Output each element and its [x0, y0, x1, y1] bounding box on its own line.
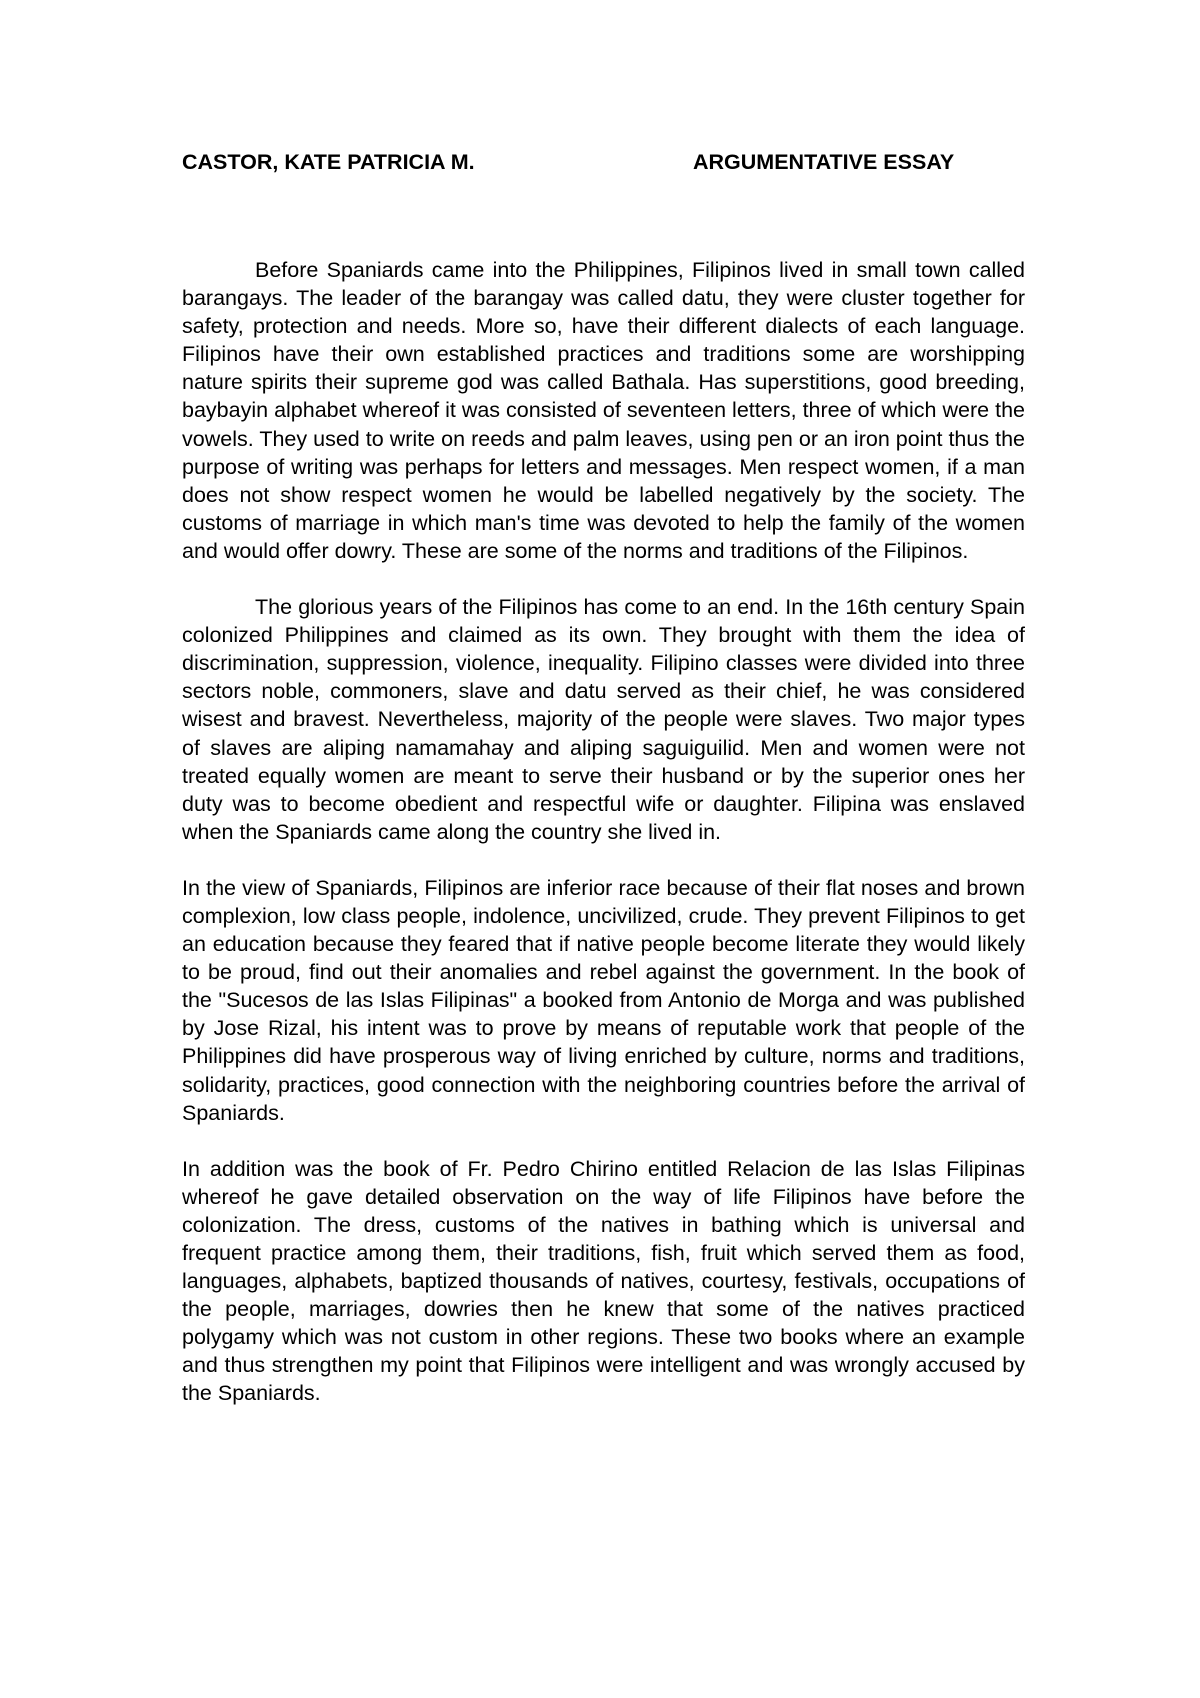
essay-paragraph-4: In addition was the book of Fr. Pedro Chirino entitled Relacion de las Islas Filipinas whereof he gave detailed observation on the way of life Filipinos have before the colonization. The dress, customs of the natives in bathing which is universal and frequent practice among them, their traditions, fish, fruit which served them as food, languages, alphabets, baptized thousands of natives, courtesy, festivals, occupations of the people, marriages, dowries then he knew that some of the natives practiced polygamy which was not custom in other regions. These two books where an example and thus strengthen my point that Filipinos were intelligent and was wrongly accused by the Spaniards.	[182, 1156, 1025, 1406]
essay-body	[182, 256, 1025, 1436]
essay-paragraph-3: In the view of Spaniards, Filipinos are inferior race because of their flat noses and brown complexion, low class people, indolence, uncivilized, crude. They prevent Filipinos to get an education because they feared that if native people become literate they would likely to be proud, find out their anomalies and rebel against the government. In the book of the "Sucesos de las Islas Filipinas" a booked from Antonio de Morga and was published by Jose Rizal, his intent was to prove by means of reputable work that people of the Philippines did have prosperous way of living enriched by culture, norms and traditions, solidarity, practices, good connection with the neighboring countries before the arrival of Spaniards.	[182, 875, 1025, 1125]
author-name: CASTOR, KATE PATRICIA M.	[182, 150, 475, 174]
document-header	[182, 147, 1022, 177]
essay-paragraph-2: The glorious years of the Filipinos has come to an end. In the 16th century Spain colonized Philippines and claimed as its own. They brought with them the idea of discrimination, suppression, violence, inequality. Filipino classes were divided into three sectors noble, commoners, slave and datu served as their chief, he was considered wisest and bravest. Nevertheless, majority of the people were slaves. Two major types of slaves are aliping namamahay and aliping saguiguilid. Men and women were not treated equally women are meant to serve their husband or by the superior ones her duty was to become obedient and respectful wife or daughter. Filipina was enslaved when the Spaniards came along the country she lived in.	[182, 595, 1025, 844]
document-type-title: ARGUMENTATIVE ESSAY	[693, 150, 955, 174]
essay-paragraph-1: Before Spaniards came into the Philippines, Filipinos lived in small town called barangays. The leader of the barangay was called datu, they were cluster together for safety, protection and needs. More so, have their different dialects of each language. Filipinos have their own established practices and traditions some are worshipping nature spirits their supreme god was called Bathala. Has superstitions, good breeding, baybayin alphabet whereof it was consisted of seventeen letters, three of which were the vowels. They used to write on reeds and palm leaves, using pen or an iron point thus the purpose of writing was perhaps for letters and messages. Men respect women, if a man does not show respect women he would be labelled negatively by the society. The customs of marriage in which man's time was devoted to help the family of the women and would offer dowry. These are some of the norms and traditions of the Filipinos.	[182, 258, 1025, 563]
